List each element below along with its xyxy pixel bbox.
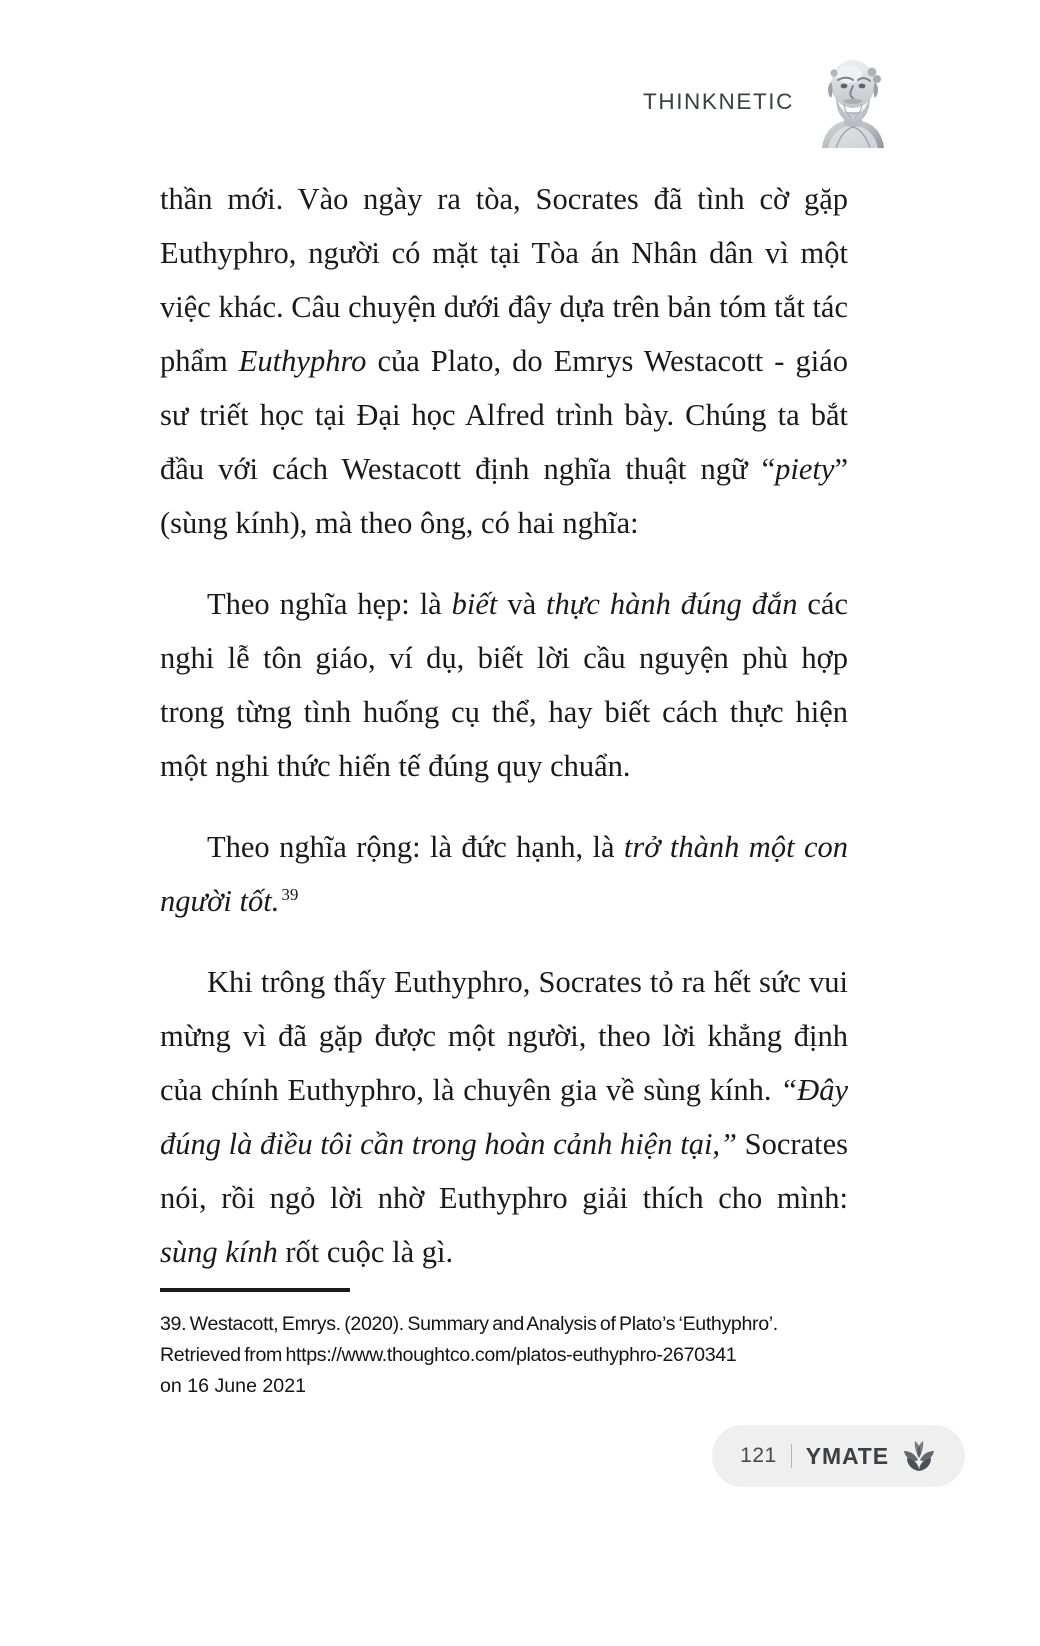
paragraph-1 [160, 172, 848, 550]
text-segment: các nghi lễ tôn giáo, ví dụ, biết lời cầu nguyện phù hợp trong từng tình huống cụ thể, hay biết cách thực hiện một nghi thức hiến tế đúng quy chuẩn. [160, 587, 848, 783]
footer-badge [712, 1425, 965, 1487]
page-header [0, 52, 1040, 152]
text-segment-italic: piety [775, 452, 835, 486]
text-segment: Khi trông thấy Euthyphro, Socrates tỏ ra hết sức vui mừng vì đã gặp được một người, theo lời khẳng định của chính Euthyphro, là chuyên gia về sùng kính. [160, 965, 848, 1107]
footnote-separator-rule [160, 1288, 350, 1292]
paragraph-2 [160, 577, 848, 793]
text-segment-italic: trở thành một con người tốt. [160, 830, 848, 918]
ymate-leaf-icon [901, 1440, 937, 1472]
text-segment-italic: Euthyphro [238, 344, 367, 378]
text-segment: rốt cuộc là gì. [277, 1235, 454, 1269]
text-segment-italic: thực hành đúng đắn [546, 587, 798, 621]
paragraph-3 [160, 820, 848, 928]
text-segment: Theo nghĩa rộng: là đức hạnh, là [207, 830, 624, 864]
footnote-line-2: Retrieved from https://www.thoughtco.com/platos-euthyphro-2670341 [160, 1344, 737, 1366]
badge-divider [791, 1444, 792, 1468]
text-segment-italic: biết [451, 587, 498, 621]
footnote-block [160, 1288, 850, 1402]
paragraph-4 [160, 955, 848, 1279]
page-content [160, 172, 848, 1279]
ymate-brand-label: YMATE [805, 1442, 889, 1469]
socrates-bust-icon [816, 56, 890, 148]
text-segment: Socrates nói, rồi ngỏ lời nhờ Euthyphro giải thích cho mình: [160, 1127, 849, 1215]
text-segment-italic: sùng kính [160, 1235, 278, 1269]
text-segment: và [497, 587, 547, 621]
text-segment: Theo nghĩa hẹp: là [207, 587, 452, 621]
footnote-line-3: on 16 June 2021 [160, 1375, 306, 1397]
footnote-line-1: 39. Westacott, Emrys. (2020). Summary and Analysis of Plato’s ‘Euthyphro’. [160, 1313, 778, 1335]
text-segment-italic: “Đây đúng là điều tôi cần trong hoàn cảnh hiện tại,” [160, 1073, 848, 1161]
text-segment: thần mới. Vào ngày ra tòa, Socrates đã tình cờ gặp Euthyphro, người có mặt tại Tòa án Nhân dân vì một việc khác. Câu chuyện dưới đây dựa trên bản tóm tắt tác phẩm [160, 182, 848, 378]
text-segment: của Plato, do Emrys Westacott - giáo sư triết học tại Đại học Alfred trình bày. Chúng ta bắt đầu với cách Westacott định nghĩa thuật ngữ “ [160, 344, 848, 486]
footnote-reference: 39 [281, 884, 299, 904]
footnote-text [160, 1309, 850, 1402]
text-segment: ” (sùng kính), mà theo ông, có hai nghĩa: [160, 452, 848, 540]
brand-title: THINKNETIC [643, 89, 794, 114]
page-number: 121 [740, 1444, 777, 1467]
